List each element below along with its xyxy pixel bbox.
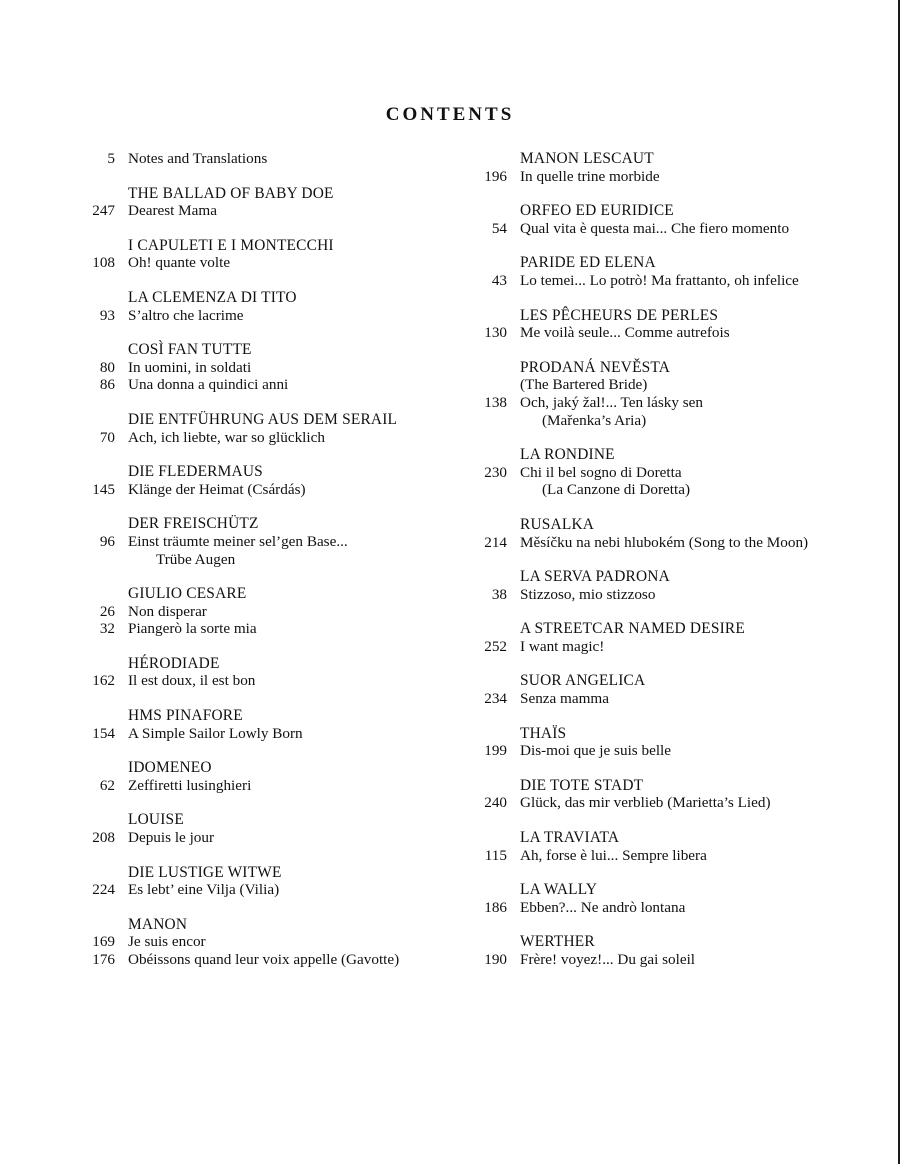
aria-title: Depuis le jour [128,829,215,847]
opera-heading-row [75,411,460,429]
aria-row [467,951,887,969]
toc-entry [467,672,887,707]
aria-title: Klänge der Heimat (Csárdás) [128,480,306,498]
aria-title: Och, jaký žal!... Ten lásky sen [520,393,703,411]
page-number-spacer [467,725,520,743]
page-number: 199 [484,742,507,760]
aria-row [75,725,460,743]
opera-title: I CAPULETI E I MONTECCHI [128,236,334,254]
aria-title: (Mařenka’s Aria) [542,411,647,429]
toc-entry [467,202,887,237]
opera-title: WERTHER [520,933,595,951]
opera-heading-row [467,150,887,168]
opera-title: SUOR ANGELICA [520,672,646,690]
opera-title: LA RONDINE [520,446,615,464]
page-number: 108 [92,254,115,272]
opera-heading-row [467,359,887,377]
toc-entry [75,341,460,394]
page-number-spacer [75,463,128,481]
aria-row [467,464,887,482]
page-number-spacer [467,254,520,272]
aria-row [467,534,887,552]
page-number: 190 [484,951,507,968]
page-number: 162 [92,672,115,690]
page-number-spacer [467,307,520,325]
aria-row [467,638,887,656]
toc-entry [75,864,460,899]
opera-title: DIE ENTFÜHRUNG AUS DEM SERAIL [128,410,398,428]
aria-row [467,272,887,290]
aria-row [467,168,887,186]
opera-title: A STREETCAR NAMED DESIRE [520,620,745,638]
opera-heading-row [467,725,887,743]
page-number: 115 [484,846,507,864]
aria-title: Es lebt’ eine Vilja (Vilia) [128,881,280,899]
page-number: 169 [92,933,115,951]
opera-title: DIE TOTE STADT [520,776,644,794]
page-number-spacer [75,411,128,429]
page-number-spacer [75,341,128,359]
opera-heading-row [467,829,887,847]
opera-heading-row [467,620,887,638]
page-number-spacer [467,359,520,377]
aria-title: Una donna a quindici anni [128,376,289,394]
aria-title: A Simple Sailor Lowly Born [128,724,303,742]
opera-title: RUSALKA [520,515,595,533]
aria-title: Me voilà seule... Comme autrefois [520,324,730,342]
page-number: 224 [92,881,115,899]
page-number: 5 [107,150,115,167]
opera-title: DIE LUSTIGE WITWE [128,863,282,881]
aria-row [467,690,887,708]
opera-title: GIULIO CESARE [128,585,247,603]
opera-heading-row [467,254,887,272]
aria-row [75,359,460,377]
opera-heading-row [467,446,887,464]
opera-title: PARIDE ED ELENA [520,254,656,272]
aria-row [75,481,460,499]
page-number [75,551,128,569]
opera-heading-row [467,672,887,690]
toc-entry [467,620,887,655]
page-number: 80 [99,358,115,376]
toc-entry [467,446,887,499]
page-number-spacer [467,933,520,951]
aria-title: Měsíčku na nebi hlubokém (Song to the Moon) [520,533,809,551]
opera-heading-row [75,463,460,481]
opera-title: LOUISE [128,811,184,829]
toc-entry [75,585,460,638]
page-number: 240 [484,794,507,812]
page-number-spacer [467,881,520,899]
aria-title: (The Bartered Bride) [520,376,648,394]
opera-heading-row [75,916,460,934]
page-number: 247 [92,202,115,220]
opera-title: HMS PINAFORE [128,707,243,725]
toc-entry [75,289,460,324]
opera-heading-row [467,516,887,534]
toc-entry [467,307,887,342]
aria-title: Stizzoso, mio stizzoso [520,585,656,603]
opera-title: MANON LESCAUT [520,150,654,167]
toc-entry [467,359,887,429]
page-number: 38 [491,585,507,603]
aria-title: Ebben?... Ne andrò lontana [520,898,686,916]
opera-heading-row [75,759,460,777]
page-number: 252 [484,637,507,655]
opera-heading-row [75,237,460,255]
opera-title: ORFEO ED EURIDICE [520,202,674,220]
aria-row [467,324,887,342]
opera-title: LA CLEMENZA DI TITO [128,288,297,306]
aria-title: Il est doux, il est bon [128,672,256,690]
page-number: 154 [92,724,115,742]
opera-heading-row [75,185,460,203]
aria-row [467,412,887,430]
opera-title: IDOMENEO [128,759,212,777]
aria-row [75,533,460,551]
aria-row [75,307,460,325]
aria-title: Piangerò la sorte mia [128,620,257,638]
opera-title: LA TRAVIATA [520,829,620,847]
page-title: CONTENTS [385,104,515,125]
toc-entry [75,759,460,794]
aria-row [75,551,460,569]
aria-title: Lo temei... Lo potrò! Ma frattanto, oh infelice [520,271,799,289]
page-number-spacer [75,585,128,603]
aria-row [75,951,460,969]
opera-title: LES PÊCHEURS DE PERLES [520,306,719,324]
page-number: 145 [92,480,115,498]
opera-heading-row [467,933,887,951]
aria-row [75,376,460,394]
page-number-spacer [75,289,128,307]
page-number-spacer [75,811,128,829]
page-number: 176 [92,951,115,968]
aria-row [75,672,460,690]
aria-title: Einst träumte meiner sel’gen Base... [128,532,348,550]
page-number: 230 [484,463,507,481]
page-number [467,481,520,499]
page-number: 234 [484,690,507,708]
opera-heading-row [467,202,887,220]
page-number-spacer [75,916,128,934]
opera-heading-row [75,811,460,829]
aria-row [75,620,460,638]
toc-entry [467,725,887,760]
page-number: 26 [99,602,115,620]
toc-entry [75,811,460,846]
page-number-spacer [467,777,520,795]
page-number-spacer [467,568,520,586]
aria-title: Ach, ich liebte, war so glücklich [128,428,325,446]
page-number: 70 [99,428,115,446]
page-number-spacer [467,516,520,534]
page-number-spacer [467,672,520,690]
aria-title: In uomini, in soldati [128,358,252,376]
aria-title: (La Canzone di Doretta) [542,481,691,499]
toc-entry [467,516,887,551]
toc-entry [75,411,460,446]
opera-heading-row [467,307,887,325]
opera-heading-row [75,585,460,603]
toc-entry [75,707,460,742]
page-number: 54 [491,219,507,237]
opera-heading-row [75,655,460,673]
page-number: 93 [99,306,115,324]
aria-title: Chi il bel sogno di Doretta [520,463,682,481]
toc-entry [467,881,887,916]
aria-row [75,933,460,951]
aria-title: Non disperar [128,602,207,620]
page-number: 43 [491,271,507,289]
opera-title: MANON [128,915,188,933]
opera-title: THAÏS [520,724,567,742]
aria-title: Je suis encor [128,933,206,951]
opera-title: LA SERVA PADRONA [520,568,670,586]
aria-title: Obéissons quand leur voix appelle (Gavotte) [128,951,400,968]
aria-row [467,742,887,760]
page-number-spacer [467,620,520,638]
page-number: 196 [484,167,507,185]
page-number-spacer [75,655,128,673]
page-number-spacer [75,864,128,882]
opera-title: HÉRODIADE [128,654,220,672]
aria-row [75,777,460,795]
aria-title: Dearest Mama [128,202,217,220]
opera-title: DER FREISCHÜTZ [128,515,259,533]
page-number-spacer [75,185,128,203]
aria-title: Frère! voyez!... Du gai soleil [520,951,696,968]
toc-entry [75,916,460,969]
opera-heading-row [75,515,460,533]
page-number: 86 [99,376,115,394]
contents-column-right [467,150,887,986]
opera-heading-row [467,777,887,795]
toc-entry [75,655,460,690]
aria-title: I want magic! [520,637,605,655]
opera-title: THE BALLAD OF BABY DOE [128,184,334,202]
aria-row [75,881,460,899]
aria-row [467,794,887,812]
toc-entry [75,463,460,498]
aria-row [75,429,460,447]
aria-row [467,220,887,238]
page-number-spacer [467,150,520,168]
aria-row [75,254,460,272]
opera-title: COSÌ FAN TUTTE [128,341,252,359]
aria-row [467,376,887,394]
page-number: 214 [484,533,507,551]
toc-entry [467,777,887,812]
page-number: 96 [99,532,115,550]
page-number-spacer [467,202,520,220]
aria-row [75,202,460,220]
page-number-spacer [467,829,520,847]
aria-title: Zeffiretti lusinghieri [128,776,252,794]
aria-row [467,847,887,865]
toc-entry [467,254,887,289]
page-number: 62 [99,776,115,794]
opera-heading-row [467,881,887,899]
aria-row [467,586,887,604]
aria-title: Qual vita è questa mai... Che fiero momento [520,219,790,237]
page-number-spacer [75,759,128,777]
toc-entry [467,829,887,864]
aria-row [467,394,887,412]
toc-entry [75,150,460,168]
opera-heading-row [75,341,460,359]
opera-heading-row [75,289,460,307]
toc-entry [467,568,887,603]
page-number: 186 [484,898,507,916]
opera-title: DIE FLEDERMAUS [128,463,263,481]
opera-heading-row [467,568,887,586]
toc-entry [75,515,460,568]
aria-title: Dis-moi que je suis belle [520,742,672,760]
aria-row [467,899,887,917]
page-number: 138 [484,393,507,411]
aria-title: Oh! quante volte [128,254,231,272]
page-number [467,412,520,430]
page-number-spacer [75,515,128,533]
page-number: 32 [99,620,115,638]
page-number-spacer [467,446,520,464]
aria-title: Senza mamma [520,690,609,708]
toc-entry [75,237,460,272]
aria-title: S’altro che lacrime [128,306,244,324]
aria-row [75,603,460,621]
toc-entry [467,933,887,968]
aria-title: Notes and Translations [128,150,268,167]
aria-title: In quelle trine morbide [520,167,660,185]
page-number-spacer [75,707,128,725]
opera-heading-row [75,864,460,882]
opera-title: PRODANÁ NEVĚSTA [520,358,671,376]
aria-row [75,829,460,847]
opera-title: LA WALLY [520,881,598,899]
aria-title: Trübe Augen [156,550,236,568]
contents-column-left [75,150,460,986]
page-number: 208 [92,829,115,847]
opera-heading-row [75,707,460,725]
aria-title: Ah, forse è lui... Sempre libera [520,846,707,864]
aria-title: Glück, das mir verblieb (Marietta’s Lied) [520,794,771,812]
page-number: 130 [484,324,507,342]
page-number-spacer [75,237,128,255]
page-number [467,376,520,394]
toc-entry [467,150,887,185]
toc-entry [75,185,460,220]
aria-row [75,150,460,168]
aria-row [467,481,887,499]
